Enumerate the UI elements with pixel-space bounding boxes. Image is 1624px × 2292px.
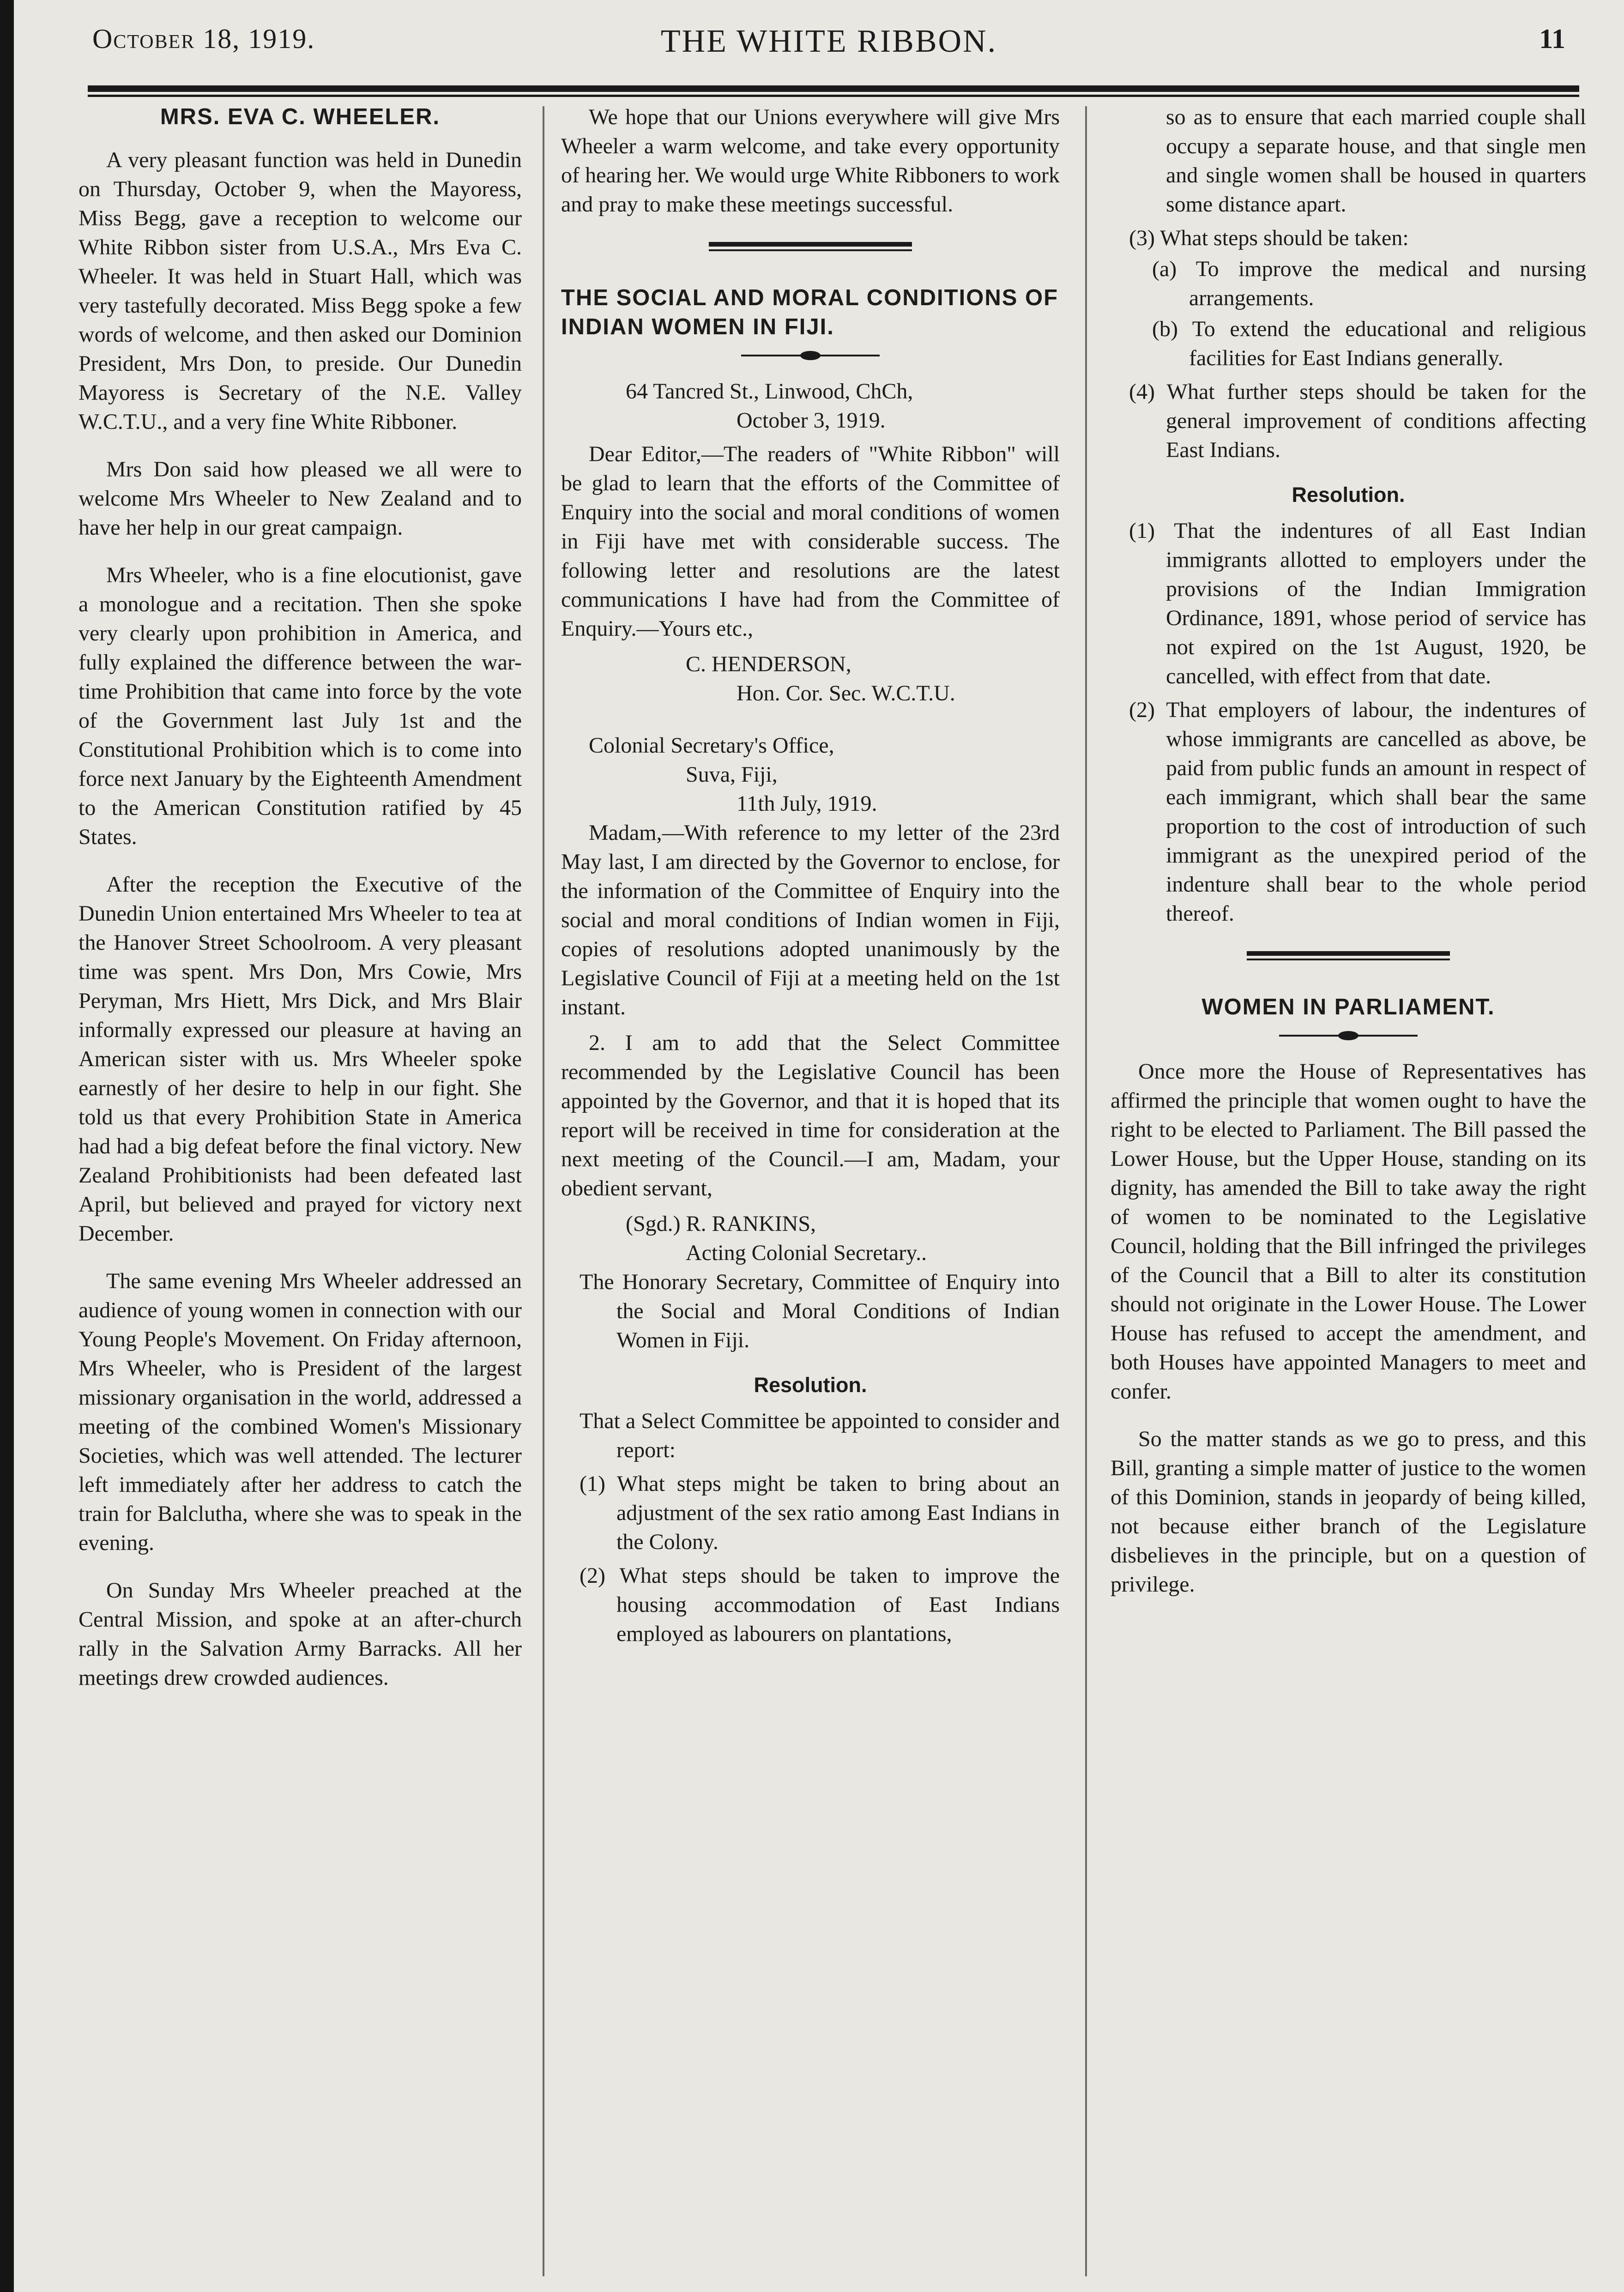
resolution-item: (3) What steps should be taken: [1129,226,1409,250]
resolution-item-continued: so as to ensure that each married couple shall occupy a separate house, and that single men and single women shall be housed in quarters some distance apart. [1166,105,1586,217]
heading-ornament [741,347,880,364]
column-rule [1085,106,1087,2276]
resolution-item: (4) What further steps should be taken for the general improvement of conditions affecting East Indians. [1129,380,1586,462]
wheeler-paragraph: Mrs Wheeler, who is a fine elocutionist, gave a monologue and a recitation. Then she spoke very clearly upon prohibition in America, and fully explained the difference between the war-time Prohibition that came into force by the vote of the Government last July 1st and the Constitutional Prohibition which is to come into force next January by the Eighteenth Amendment to the American Constitution ratified by 45 States. [78,563,522,849]
letter-date: October 3, 1919. [737,408,886,433]
wheeler-paragraph: Mrs Don said how pleased we all were to welcome Mrs Wheeler to New Zealand and to have her help in our great campaign. [78,457,522,540]
resolution-intro: That a Select Committee be appointed to consider and report: [580,1409,1060,1462]
article-heading-fiji: THE SOCIAL AND MORAL CONDITIONS OF INDIAN WOMEN IN FIJI. [561,285,1059,339]
issue-date: October 18, 1919. [92,24,315,54]
column-2 [561,103,1060,1667]
parliament-paragraph: So the matter stands as we go to press, and this Bill, granting a simple matter of justice to the women of this Dominion, stands in jeopardy of being killed, not because either branch of the Legislature disbelieves in the principle, but on a question of privilege. [1111,1427,1586,1597]
official-letter-paragraph: Madam,—With reference to my letter of the 23rd May last, I am directed by the Governor to enclose, for the information of the Committee of Enquiry into the social and moral conditions of Indian women in Fiji, copies of resolutions adopted unanimously by the Legislative Council of Fiji at a meeting held on the 1st instant. [561,820,1060,1019]
wheeler-paragraph: A very pleasant function was held in Dunedin on Thursday, October 9, when the Mayoress, Miss Begg, gave a reception to welcome our White Ribbon sister from U.S.A., Mrs Eva C. Wheeler. It was held in Stuart Hall, which was very tastefully decorated. Miss Begg spoke a few words of welcome, and then asked our Dominion President, Mrs Don, to preside. Our Dunedin Mayoress is Secretary of the N.E. Valley W.C.T.U., and a very fine White Ribboner. [78,148,522,434]
letter-addressee: The Honorary Secretary, Committee of Enquiry into the Social and Moral Conditions of Indian Women in Fiji. [580,1270,1060,1352]
resolution-clause: (1) That the indentures of all East Indian immigrants allotted to employers under the provisions of the Indian Immigration Ordinance, 1891, whose period of service has not expired on the 1st August, 1920, be cancelled, with effect from that date. [1129,519,1586,688]
wheeler-closing-paragraph: We hope that our Unions everywhere will give Mrs Wheeler a warm welcome, and take every opportunity of hearing her. We would urge White Ribboners to work and pray to make these meetings successful. [561,105,1060,217]
resolution-item: (2) What steps should be taken to improve the housing accommodation of East Indians employed as labourers on plantations, [580,1563,1060,1646]
office-date: 11th July, 1919. [737,791,877,816]
running-head [92,23,1565,83]
letter-body: Dear Editor,—The readers of "White Ribbon" will be glad to learn that the efforts of the Committee of Enquiry into the social and moral conditions of women in Fiji have met with considerable success. The following letter and resolutions are the latest communications I have had from the Committee of Enquiry.—Yours etc., [561,442,1060,641]
section-separator [1247,951,1450,960]
office-name: Colonial Secretary's Office, [589,733,834,758]
official-letter-paragraph: 2. I am to add that the Select Committee recommended by the Legislative Council has been appointed by the Governor, and that it is hoped that its report will be received in time for consideration at the next meeting of the Council.—I am, Madam, your obedient servant, [561,1031,1060,1200]
column-1 [78,103,522,1711]
wheeler-paragraph: On Sunday Mrs Wheeler preached at the Central Mission, and spoke at an after-church rally in the Salvation Army Barracks. All her meetings drew crowded audiences. [78,1578,522,1690]
letter-signer: C. HENDERSON, [686,652,851,676]
office-location: Suva, Fiji, [686,762,778,787]
official-signature-title: Acting Colonial Secretary.. [686,1241,927,1265]
section-separator [709,242,912,251]
resolution-clause: (2) That employers of labour, the indentures of whose immigrants are cancelled as above, be paid from public funds an amount in respect of each immigrant, which shall bear the same proportion to the cost of introduction of such immigrant as the unexpired period of the indenture shall bear to the whole period thereof. [1129,698,1586,926]
resolution-subitem: (a) To improve the medical and nursing arrangements. [1152,257,1586,310]
parliament-paragraph: Once more the House of Representatives has affirmed the principle that women ought to have the right to be elected to Parliament. The Bill passed the Lower House, but the Upper House, standing on its dignity, has amended the Bill to take away the right of women to be nominated to the Legislative Council, holding that the Bill infringed the privileges of the Council that a Bill to alter its constitution should not originate in the Lower House. The Lower House has refused to accept the amendment, and both Houses have appointed Managers to meet and confer. [1111,1059,1586,1404]
column-3 [1111,103,1586,1617]
column-rule [543,106,544,2276]
resolution-subitem: (b) To extend the educational and religious facilities for East Indians generally. [1152,317,1586,370]
wheeler-paragraph: After the reception the Executive of the Dunedin Union entertained Mrs Wheeler to tea at the Hanover Street Schoolroom. A very pleasant time was spent. Mrs Don, Mrs Cowie, Mrs Peryman, Mrs Hiett, Mrs Dick, and Mrs Blair informally expressed our pleasure at having an American sister with us. Mrs Wheeler spoke earnestly of her desire to help in our fight. She told us that every Prohibition State in America had had a big defeat before the final victory. New Zealand Prohibitionists had been defeated last April, but believed and prayed for victory next December. [78,872,522,1246]
article-heading-wheeler: MRS. EVA C. WHEELER. [160,104,441,129]
page-number: 11 [1539,24,1565,54]
resolution-heading: Resolution. [1292,483,1405,507]
letter-signer-title: Hon. Cor. Sec. W.C.T.U. [737,681,955,706]
official-signature: (Sgd.) R. RANKINS, [626,1212,816,1236]
resolution-heading: Resolution. [754,1373,867,1397]
letter-address: 64 Tancred St., Linwood, ChCh, [626,379,913,404]
article-heading-parliament: WOMEN IN PARLIAMENT. [1201,995,1495,1019]
publication-title: THE WHITE RIBBON. [660,24,997,59]
wheeler-paragraph: The same evening Mrs Wheeler addressed an audience of young women in connection with our Young People's Movement. On Friday afternoon, Mrs Wheeler, who is President of the largest missionary organisation in the world, addressed a meeting of the combined Women's Missionary Societies, which was well attended. The lecturer left immediately after her address to catch the train for Balclutha, where she was to speak in the evening. [78,1269,522,1555]
resolution-item: (1) What steps might be taken to bring about an adjustment of the sex ratio among East Indians in the Colony. [580,1472,1060,1554]
page-edge-bar [0,0,14,2292]
heading-ornament [1279,1027,1418,1044]
header-rule [88,85,1579,97]
